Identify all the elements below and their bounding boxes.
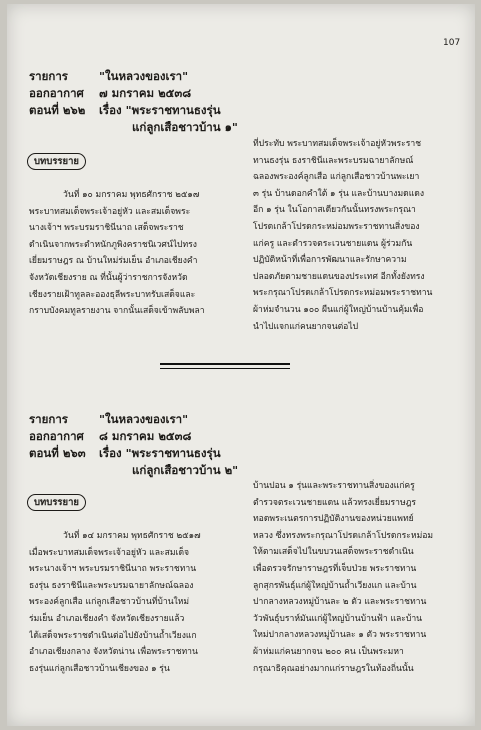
text-line: ใหม่ปากลางหลวงหมู่บ้านละ ๑ ตัว พระราชทาน: [253, 630, 427, 641]
text-line: ๓ รุ่น บ้านดอกคำใต้ ๑ รุ่น และบ้านบางมดแดง: [253, 188, 425, 199]
episode-2-right-column: [253, 478, 459, 677]
text-line: ผ้าห่มแก่คนยากจน ๒๐๐ คน เป็นพระมหา: [253, 646, 404, 657]
program-value: "ในหลวงของเรา": [99, 69, 189, 83]
text-line: ร่มเย็น อำเภอเชียงคำ จังหวัดเชียงรายแล้ว: [29, 613, 185, 624]
text-line: เชียงรายเฝ้าทูลละอองธุลีพระบาทรับเสด็จและ: [29, 289, 196, 300]
text-line: แก่ครู และตำรวจตระเวนชายแดน ผู้ร่วมกัน: [253, 238, 413, 249]
episode-title-line-1: เรื่อง "พระราชทานธงรุ่น: [99, 103, 221, 117]
text-line: อีก ๑ รุ่น ในโอกาสเดียวกันนั้นทรงพระกรุณา: [253, 205, 416, 216]
text-line: ตำรวจตระเวนชายแดน แล้วทรงเยี่ยมราษฎร: [253, 497, 417, 508]
text-line: พระกรุณาโปรดเกล้าโปรดกระหม่อมพระราชทาน: [253, 288, 433, 299]
text-line: ที่ประทับ พระบาทสมเด็จพระเจ้าอยู่หัวพระราช: [253, 139, 422, 149]
episode-label: ตอนที่ ๒๖๒: [29, 103, 86, 117]
document-page: [7, 4, 475, 726]
text-line: ปฏิบัติหน้าที่เพื่อการพัฒนาและรักษาความ: [253, 255, 407, 266]
text-line: ฉลองพระองค์ลูกเสือ แก่ลูกเสือชาวบ้านพะเยา: [253, 172, 420, 183]
episode-label: ตอนที่ ๒๖๓: [29, 446, 86, 460]
text-line: นำไปแจกแก่คนยากจนต่อไป: [253, 321, 359, 332]
text-line: ผ้าห่มจำนวน ๑๐๐ ผืนแก่ผู้ใหญ่บ้านบ้านคุ้มเพื่อ: [253, 304, 424, 315]
text-line: เยี่ยมราษฎร ณ บ้านใหม่ร่มเย็น อำเภอเชียงคำ: [29, 256, 198, 267]
narration-badge: บทบรรยาย: [27, 153, 86, 170]
text-line: วันที่ ๑๐ มกราคม พุทธศักราช ๒๕๑๗: [63, 190, 200, 200]
text-line: พระองค์ลูกเสือ แก่ลูกเสือชาวบ้านที่บ้านใหม่: [29, 597, 190, 608]
airdate-value: ๘ มกราคม ๒๕๓๘: [99, 429, 192, 443]
airdate-label: ออกอากาศ: [29, 86, 84, 100]
page-number: 107: [443, 38, 461, 48]
episode-title-line-2: แก่ลูกเสือชาวบ้าน ๑": [132, 120, 238, 134]
airdate-label: ออกอากาศ: [29, 429, 84, 443]
text-line: วัวพันธุ์บราห์มันแก่ผู้ใหญ่บ้านบ้านฟ้า และบ้าน: [253, 613, 423, 624]
text-line: ให้ตามเสด็จไปในขบวนเสด็จพระราชดำเนิน: [253, 547, 414, 558]
text-line: ธงรุ่น ธงราชินีและพระบรมฉายาลักษณ์ฉลอง: [29, 580, 194, 591]
text-line: บ้านปอน ๑ รุ่นและพระราชทานสิ่งของแก่ครู: [253, 481, 415, 491]
episode-2-header: [29, 411, 269, 481]
text-line: ธงรุ่นแก่ลูกเสือชาวบ้านเชียงของ ๑ รุ่น: [29, 663, 170, 674]
text-line: ทานธงรุ่น ธงราชินีและพระบรมฉายาลักษณ์: [253, 155, 414, 166]
program-value: "ในหลวงของเรา": [99, 412, 189, 426]
text-line: จังหวัดเชียงราย ณ ที่นั้นผู้ว่าราชการจังหวัด: [29, 272, 188, 283]
text-line: ปลอดภัยตามชายแดนของประเทศ อีกทั้งยังทรง: [253, 271, 425, 282]
text-line: กรุณาธิคุณอย่างมากแก่ราษฎรในท้องถิ่นนั้น: [253, 663, 414, 674]
airdate-value: ๗ มกราคม ๒๕๓๘: [99, 86, 192, 100]
episode-title-line-1: เรื่อง "พระราชทานธงรุ่น: [99, 446, 221, 460]
text-line: ดำเนินจากพระตำหนักภูพิงคราชนิเวศน์ไปทรง: [29, 239, 197, 250]
program-label: รายการ: [29, 412, 68, 426]
text-line: เพื่อตรวจรักษาราษฎรที่เจ็บป่วย พระราชทาน: [253, 563, 417, 574]
text-line: ลูกสุกรพันธุ์แก่ผู้ใหญ่บ้านถ้ำเวียงแก และบ้าน: [253, 580, 417, 591]
text-line: ปากลางหลวงหมู่บ้านละ ๒ ตัว และพระราชทาน: [253, 597, 427, 608]
text-line: พระบาทสมเด็จพระเจ้าอยู่หัว และสมเด็จพระ: [29, 206, 191, 217]
episode-title-line-2: แก่ลูกเสือชาวบ้าน ๒": [132, 463, 239, 477]
text-line: นางเจ้าฯ พระบรมราชินีนาถ เสด็จพระราช: [29, 223, 184, 234]
text-line: กราบบังคมทูลรายงาน จากนั้นเสด็จเข้าพลับพลา: [29, 306, 205, 317]
text-line: อำเภอเชียงกลาง จังหวัดน่าน เพื่อพระราชทาน: [29, 647, 198, 658]
program-label: รายการ: [29, 69, 68, 83]
section-divider: [160, 363, 290, 365]
section-divider-thin: [160, 368, 290, 369]
episode-1-right-column: [253, 136, 459, 335]
narration-badge: บทบรรยาย: [27, 494, 86, 511]
text-line: ทอดพระเนตรการปฏิบัติงานของหน่วยแพทย์: [253, 514, 414, 525]
episode-1-header: [29, 68, 269, 138]
text-line: วันที่ ๑๔ มกราคม พุทธศักราช ๒๕๑๗: [63, 531, 201, 541]
text-line: เมื่อพระบาทสมเด็จพระเจ้าอยู่หัว และสมเด็จ: [29, 547, 190, 558]
text-line: พระนางเจ้าฯ พระบรมราชินีนาถ พระราชทาน: [29, 564, 197, 575]
episode-1-left-column: [29, 187, 235, 320]
text-line: ได้เสด็จพระราชดำเนินต่อไปยังบ้านถ้ำเวียงแก: [29, 630, 197, 641]
text-line: หลวง ซึ่งทรงพระกรุณาโปรดเกล้าโปรดกระหม่อม: [253, 530, 434, 541]
text-line: โปรดเกล้าโปรดกระหม่อมพระราชทานสิ่งของ: [253, 221, 420, 232]
episode-2-left-column: [29, 528, 235, 677]
